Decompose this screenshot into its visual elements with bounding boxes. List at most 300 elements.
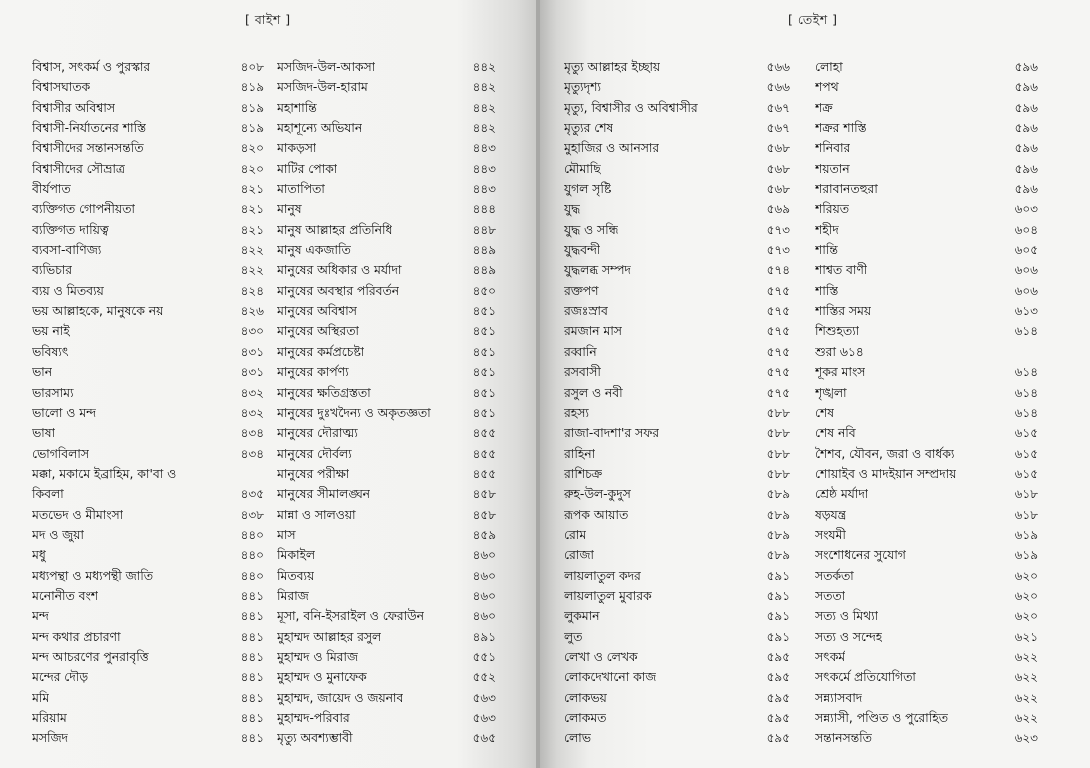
index-page-number: ৬১৪	[1014, 405, 1038, 420]
right-page-header: [ তেইশ ]	[788, 12, 838, 27]
index-page-number: ৬১৫	[1014, 446, 1038, 461]
index-page-number: ৪৬০	[472, 548, 496, 563]
index-entry	[277, 321, 496, 341]
index-page-number: ৪৪৯	[472, 263, 496, 278]
index-page-number: ৪৫১	[472, 405, 496, 420]
index-page-number: ৪১৯	[240, 121, 264, 136]
index-term: শৃঙ্খলা	[815, 385, 847, 400]
index-page-number: ৪৫১	[472, 385, 496, 400]
index-page-number: ৬২০	[1014, 609, 1038, 624]
index-entry	[277, 586, 496, 606]
index-term: মধু	[32, 548, 46, 563]
index-term: শরাবানতহুরা	[815, 182, 878, 197]
index-term: মানুষ আল্লাহর প্রতিনিধি	[277, 222, 393, 237]
index-page-number: ৪২৪	[240, 283, 264, 298]
index-page-number: ৫৮৯	[766, 487, 790, 502]
index-entry	[564, 688, 790, 708]
index-page-number: ৪২০	[240, 141, 264, 156]
index-entry	[815, 362, 1038, 382]
index-entry	[277, 138, 496, 158]
index-term: রসবাসী	[564, 365, 601, 380]
index-term: শ্রেষ্ঠ মর্যাদা	[815, 487, 869, 502]
right-index-column-1	[564, 57, 790, 749]
index-entry	[277, 505, 496, 525]
index-entry	[32, 708, 264, 728]
index-page-number: ৪৪১	[240, 670, 264, 685]
index-term: মানুষের অস্থিরতা	[277, 324, 359, 339]
index-entry	[32, 342, 264, 362]
index-entry	[564, 138, 790, 158]
index-entry	[815, 301, 1038, 321]
index-term: মৃত্যুদৃশ্য	[564, 80, 601, 95]
index-page-number: ৬১৪	[1014, 365, 1038, 380]
index-page-number: ৪৪৪	[472, 202, 496, 217]
index-term: মানুষের দৌরাত্ম্য	[277, 426, 358, 441]
index-term: মুহাজির ও আনসার	[564, 141, 660, 156]
index-entry	[32, 444, 264, 464]
index-term: ভয় আল্লাহকে, মানুষকে নয়	[32, 304, 164, 319]
index-page-number: ৬২০	[1014, 568, 1038, 583]
index-page-number: ৫৬৬	[766, 60, 790, 74]
index-entry	[277, 484, 496, 504]
index-page-number: ৫৮৯	[766, 548, 790, 563]
index-entry	[564, 403, 790, 423]
index-term: লোকমত	[564, 711, 607, 725]
index-page-number: ৪৪২	[472, 60, 496, 74]
index-page-number: ৫৬৫	[472, 731, 496, 746]
index-entry	[564, 383, 790, 403]
index-term: মৃত্যু অবশ্যম্ভাবী	[277, 731, 353, 746]
index-term: সন্ন্যাসী, পণ্ডিত ও পুরোহিত	[815, 711, 948, 725]
index-entry	[277, 220, 496, 240]
index-term: ভান	[32, 365, 53, 380]
index-page-number: ৫৬৯	[766, 202, 790, 217]
index-term: বিশ্বাসীদের সন্তানসন্ততি	[32, 141, 144, 156]
index-entry	[277, 179, 496, 199]
index-term: মিকাইল	[277, 548, 316, 563]
index-term: সৎকর্মে প্রতিযোগিতা	[815, 670, 916, 685]
index-entry	[815, 525, 1038, 545]
index-entry	[277, 647, 496, 667]
index-term: রুহ-উল-কুদুস	[564, 487, 631, 502]
index-term: রূপক আয়াত	[564, 507, 629, 522]
index-page-number: ৪৪০	[240, 568, 264, 583]
index-term: মসজিদ	[32, 731, 68, 746]
index-page-number: ৪৪১	[240, 588, 264, 603]
index-page-number: ৫৯১	[766, 629, 790, 644]
index-page-number: ৪৫৫	[472, 426, 496, 441]
index-entry	[815, 566, 1038, 586]
index-entry	[32, 301, 264, 321]
index-term: রাহিনা	[564, 446, 596, 461]
index-entry	[564, 545, 790, 565]
index-term: যুদ্ধ	[564, 202, 581, 217]
index-page-number: ৬২৩	[1014, 731, 1038, 746]
index-entry	[564, 647, 790, 667]
index-term: মৃত্যুর শেষ	[564, 121, 614, 136]
index-term: শিশুহত্যা	[815, 324, 860, 339]
index-page-number: ৬০৪	[1014, 222, 1038, 237]
index-term: শাশ্বত বাণী	[815, 263, 868, 278]
index-page-number: ৫৯৬	[1014, 60, 1038, 74]
index-entry	[32, 566, 264, 586]
index-entry	[815, 220, 1038, 240]
index-entry	[564, 342, 790, 362]
index-entry	[564, 566, 790, 586]
index-page-number: ৬০৩	[1014, 202, 1038, 217]
index-page-number: ৪৪১	[240, 629, 264, 644]
index-entry	[32, 98, 264, 118]
index-term: মিতব্যয়	[277, 568, 315, 583]
index-entry	[815, 403, 1038, 423]
index-page-number: ৫৯১	[766, 609, 790, 624]
index-page-number: ৪৫৯	[472, 527, 496, 542]
index-page-number: ৪৪২	[472, 100, 496, 115]
index-entry	[32, 464, 264, 505]
index-term: লোহা	[815, 60, 843, 74]
index-term: রাজা-বাদশা'র সফর	[564, 426, 659, 441]
index-term: শূকর মাংস	[815, 365, 866, 380]
index-page-number: ৪৫৮	[472, 507, 496, 522]
index-term: রহস্য	[564, 405, 589, 420]
index-term: মমি	[32, 690, 50, 705]
index-entry	[815, 321, 1038, 341]
index-entry	[32, 627, 264, 647]
index-entry	[564, 281, 790, 301]
index-entry	[564, 98, 790, 118]
index-entry	[564, 464, 790, 484]
index-page-number: ৬০৬	[1014, 263, 1038, 278]
index-entry	[815, 98, 1038, 118]
index-page-number: ৪৪৯	[472, 243, 496, 258]
index-entry	[32, 647, 264, 667]
index-term-continued: কিবলা	[32, 487, 64, 502]
index-entry	[277, 627, 496, 647]
index-term: মানুষের পরীক্ষা	[277, 466, 350, 481]
index-entry	[564, 627, 790, 647]
index-page-number: ৪৪১	[240, 711, 264, 725]
index-entry	[815, 484, 1038, 504]
index-term: ভারসাম্য	[32, 385, 74, 400]
index-term: যুদ্ধবন্দী	[564, 243, 601, 258]
index-term: সন্ন্যাসবাদ	[815, 690, 863, 705]
right-index-column-2	[815, 57, 1038, 749]
index-entry	[32, 179, 264, 199]
index-term: মসজিদ-উল-হারাম	[277, 80, 368, 95]
index-term: সততা	[815, 588, 846, 603]
index-page-number: ৫৬৭	[766, 100, 790, 115]
index-page-number: ৪৪১	[240, 649, 264, 664]
index-term: মৃত্যু আল্লাহর ইচ্ছায়	[564, 60, 661, 74]
index-page-number: ৫৭৩	[766, 243, 790, 258]
left-index-column-2	[277, 57, 496, 749]
index-entry	[564, 77, 790, 97]
index-entry	[277, 525, 496, 545]
index-term: লেখা ও লেখক	[564, 649, 638, 664]
index-page-number: ৪৫৫	[472, 466, 496, 481]
index-term: মনোনীত বংশ	[32, 588, 99, 603]
index-page-number: ৬২০	[1014, 588, 1038, 603]
index-page-number: ৫৯৬	[1014, 121, 1038, 136]
index-term: মানুষের অবস্থার পরিবর্তন	[277, 283, 400, 298]
index-entry	[32, 525, 264, 545]
index-page-number: ৫৯৬	[1014, 182, 1038, 197]
index-page-number: ৬১৮	[1014, 507, 1038, 522]
index-term: লায়লাতুল কদর	[564, 568, 641, 583]
index-term: মানুষের ক্ষতিগ্রস্ততা	[277, 385, 371, 400]
index-page-number: ৪৪২	[472, 121, 496, 136]
index-page-number: ৫৭৩	[766, 222, 790, 237]
index-term: মানুষের কার্পণ্য	[277, 365, 349, 380]
index-entry	[32, 77, 264, 97]
index-term: রজঃস্রাব	[564, 304, 608, 319]
index-term: মরিয়াম	[32, 711, 67, 725]
index-page-number: ৫৯৬	[1014, 141, 1038, 156]
index-page-number: ৫৬৮	[766, 182, 790, 197]
index-entry	[277, 464, 496, 484]
index-page-number: ৬২২	[1014, 711, 1038, 725]
index-term: মন্দের দৌড়	[32, 670, 89, 685]
index-term: বিশ্বাস, সৎকর্ম ও পুরস্কার	[32, 60, 151, 74]
index-page-number: ৬১৯	[1014, 548, 1038, 563]
index-entry	[564, 362, 790, 382]
index-page-number: ৪২২	[240, 263, 264, 278]
index-term: মানুষের দুঃখদৈন্য ও অকৃতজ্ঞতা	[277, 405, 431, 420]
index-entry	[815, 728, 1038, 748]
index-page-number: ৫৬৭	[766, 121, 790, 136]
index-page-number: ৫৮৮	[766, 405, 790, 420]
index-page-number: ৪৬০	[472, 609, 496, 624]
index-term: মুহাম্মদ ও মিরাজ	[277, 649, 358, 664]
index-term: ভালো ও মন্দ	[32, 405, 96, 420]
index-term: মতভেদ ও মীমাংসা	[32, 507, 124, 522]
index-page-number: ৪০৮	[240, 60, 264, 74]
index-term: ব্যক্তিগত গোপনীয়তা	[32, 202, 135, 217]
index-term: মৌমাছি	[564, 161, 601, 176]
index-entry	[32, 199, 264, 219]
index-page-number: ৪২১	[240, 202, 264, 217]
index-entry	[277, 403, 496, 423]
index-term: মন্দ আচরণের পুনরাবৃত্তি	[32, 649, 149, 664]
index-term: শাস্তির সময়	[815, 304, 872, 319]
index-page-number: ৫৯৫	[766, 649, 790, 664]
index-page-number: ৪৩১	[240, 344, 264, 359]
index-term: শান্তি	[815, 243, 838, 258]
index-entry	[564, 321, 790, 341]
index-term: মাস	[277, 527, 296, 542]
index-page-number: ৬০৬	[1014, 283, 1038, 298]
index-entry	[564, 586, 790, 606]
index-term: মুহাম্মদ ও মুনাফেক	[277, 670, 367, 685]
index-page-number: ৬২২	[1014, 670, 1038, 685]
index-entry	[277, 199, 496, 219]
index-term: লায়লাতুল মুবারক	[564, 588, 652, 603]
index-entry	[815, 586, 1038, 606]
index-term: যুদ্ধ ও সন্ধি	[564, 222, 619, 237]
index-page-number: ৬১৪	[1014, 385, 1038, 400]
index-term: ব্যবসা-বাণিজ্য	[32, 243, 102, 258]
index-entry	[277, 362, 496, 382]
index-term: মৃত্যু, বিশ্বাসীর ও অবিশ্বাসীর	[564, 100, 698, 115]
index-term: শেষ নবি	[815, 426, 856, 441]
index-page-number: ৪৪৩	[472, 182, 496, 197]
index-entry	[32, 688, 264, 708]
index-term: মন্দ	[32, 609, 49, 624]
index-entry	[564, 423, 790, 443]
index-term: মূসা, বনি-ইসরাইল ও ফেরাউন	[277, 609, 424, 624]
index-term: মহাশূন্যে অভিযান	[277, 121, 363, 136]
index-term: ভাষা	[32, 426, 56, 441]
index-entry	[815, 77, 1038, 97]
index-page-number: ৫৭৫	[766, 304, 790, 319]
index-entry	[564, 505, 790, 525]
index-term: মানুষ একজাতি	[277, 243, 351, 258]
index-term: লোভ	[564, 731, 591, 746]
index-entry	[277, 383, 496, 403]
index-entry	[815, 464, 1038, 484]
index-entry	[277, 342, 496, 362]
index-entry	[564, 525, 790, 545]
index-term: বিশ্বাসীর অবিশ্বাস	[32, 100, 115, 115]
index-entry	[32, 606, 264, 626]
index-page-number: ৪৫১	[472, 304, 496, 319]
index-page-number: ৪৩২	[240, 385, 264, 400]
index-page-number: ৬২২	[1014, 690, 1038, 705]
index-term: সৎকর্ম	[815, 649, 846, 664]
index-term: রোজা	[564, 548, 594, 563]
index-term: সত্য ও মিথ্যা	[815, 609, 879, 624]
index-term: শপথ	[815, 80, 839, 95]
index-page-number: ৪৩৪	[240, 426, 264, 441]
index-page-number: ৫৭৫	[766, 324, 790, 339]
index-page-number: ৪২২	[240, 243, 264, 258]
left-index-column-1	[32, 57, 264, 749]
left-page-header: [ বাইশ ]	[245, 12, 291, 27]
index-entry	[277, 77, 496, 97]
index-entry	[564, 159, 790, 179]
index-page-number: ৪৩০	[240, 324, 264, 339]
index-page-number: ৪২৬	[240, 304, 264, 319]
index-page-number: ৫৬৩	[472, 711, 496, 725]
index-entry	[277, 688, 496, 708]
index-entry	[815, 199, 1038, 219]
index-page-number: ৫৬৩	[472, 690, 496, 705]
index-page-number: ৪৪২	[472, 80, 496, 95]
index-term: মুহাম্মদ, জায়েদ ও জয়নাব	[277, 690, 404, 705]
index-entry	[815, 444, 1038, 464]
index-term: শেষ	[815, 405, 835, 420]
index-entry	[564, 708, 790, 728]
index-entry	[32, 505, 264, 525]
index-page-number: ৫৯৬	[1014, 80, 1038, 95]
index-term: শনিবার	[815, 141, 851, 156]
index-entry	[32, 138, 264, 158]
index-entry	[32, 423, 264, 443]
index-page-number: ৫৬৮	[766, 161, 790, 176]
index-entry	[815, 383, 1038, 403]
index-entry	[277, 545, 496, 565]
index-term: বিশ্বাসী-নির্যাতনের শাস্তি	[32, 121, 146, 136]
index-term: যুগল সৃষ্টি	[564, 182, 612, 197]
index-entry	[277, 159, 496, 179]
index-entry	[32, 118, 264, 138]
index-term: রক্তপণ	[564, 283, 599, 298]
index-page-number: ৪৩৫	[240, 487, 264, 502]
index-term: শক্রর শাস্তি	[815, 121, 867, 136]
index-entry	[277, 667, 496, 687]
index-term: শৈশব, যৌবন, জরা ও বার্ধক্য	[815, 446, 955, 461]
index-entry	[32, 260, 264, 280]
index-term: লুকমান	[564, 609, 600, 624]
index-term: ষড়যন্ত্র	[815, 507, 847, 522]
index-entry	[564, 260, 790, 280]
index-entry	[277, 57, 496, 77]
index-entry	[32, 545, 264, 565]
index-page-number: ৪৩২	[240, 405, 264, 420]
index-entry	[815, 688, 1038, 708]
index-entry	[277, 728, 496, 748]
index-page-number: ৫৯৫	[766, 711, 790, 725]
index-page-number: ৬১৫	[1014, 466, 1038, 481]
index-entry	[32, 281, 264, 301]
index-entry	[815, 423, 1038, 443]
index-entry	[277, 708, 496, 728]
index-term: মানুষের কর্মপ্রচেষ্টা	[277, 344, 365, 359]
index-page-number: ৫৮৯	[766, 507, 790, 522]
index-term: মক্কা, মকামে ইব্রাহিম, কা'বা ও	[32, 466, 177, 481]
index-page-number: ৫৫২	[472, 670, 496, 685]
index-page-number: ৪১৯	[240, 100, 264, 115]
index-entry	[564, 444, 790, 464]
index-term: মধ্যপন্থা ও মধ্যপন্থী জাতি	[32, 568, 153, 583]
index-term: বীর্যপাত	[32, 182, 71, 197]
index-page-number: ৪৫১	[472, 324, 496, 339]
index-entry	[277, 301, 496, 321]
index-page-number: ৫৭৫	[766, 283, 790, 298]
index-term: মন্দ কথার প্রচারণা	[32, 629, 121, 644]
index-term: সংশোধনের সুযোগ	[815, 548, 906, 563]
index-page-number: ৬১৯	[1014, 527, 1038, 542]
index-page-number: ৫৬৮	[766, 141, 790, 156]
index-term: মানুষের অধিকার ও মর্যাদা	[277, 263, 402, 278]
index-term: মানুষের অবিশ্বাস	[277, 304, 357, 319]
index-entry	[32, 728, 264, 748]
index-entry	[564, 240, 790, 260]
index-entry	[32, 321, 264, 341]
index-entry	[277, 260, 496, 280]
index-page-number: ৪৪০	[240, 548, 264, 563]
index-entry	[277, 118, 496, 138]
index-entry	[32, 362, 264, 382]
index-term: সত্য ও সন্দেহ	[815, 629, 883, 644]
index-term: মানুষের সীমালঙ্ঘন	[277, 487, 370, 502]
left-page	[0, 0, 538, 768]
index-page-number: ৪৫০	[472, 283, 496, 298]
index-term: মাকড়সা	[277, 141, 317, 156]
index-page-number: ৫৭৫	[766, 344, 790, 359]
index-page-number: ৫৯৫	[766, 670, 790, 685]
index-term: মিরাজ	[277, 588, 309, 603]
index-term: মাতাপিতা	[277, 182, 325, 197]
index-term: ব্যক্তিগত দায়িত্ব	[32, 222, 109, 237]
index-term: বিশ্বাসঘাতক	[32, 80, 91, 95]
index-entry	[564, 667, 790, 687]
index-page-number: ৫৮৮	[766, 446, 790, 461]
index-page-number: ৪৩৮	[240, 507, 264, 522]
index-term: ভোগবিলাস	[32, 446, 89, 461]
index-page-number: ৪৫৫	[472, 446, 496, 461]
index-term: রব্বানি	[564, 344, 597, 359]
